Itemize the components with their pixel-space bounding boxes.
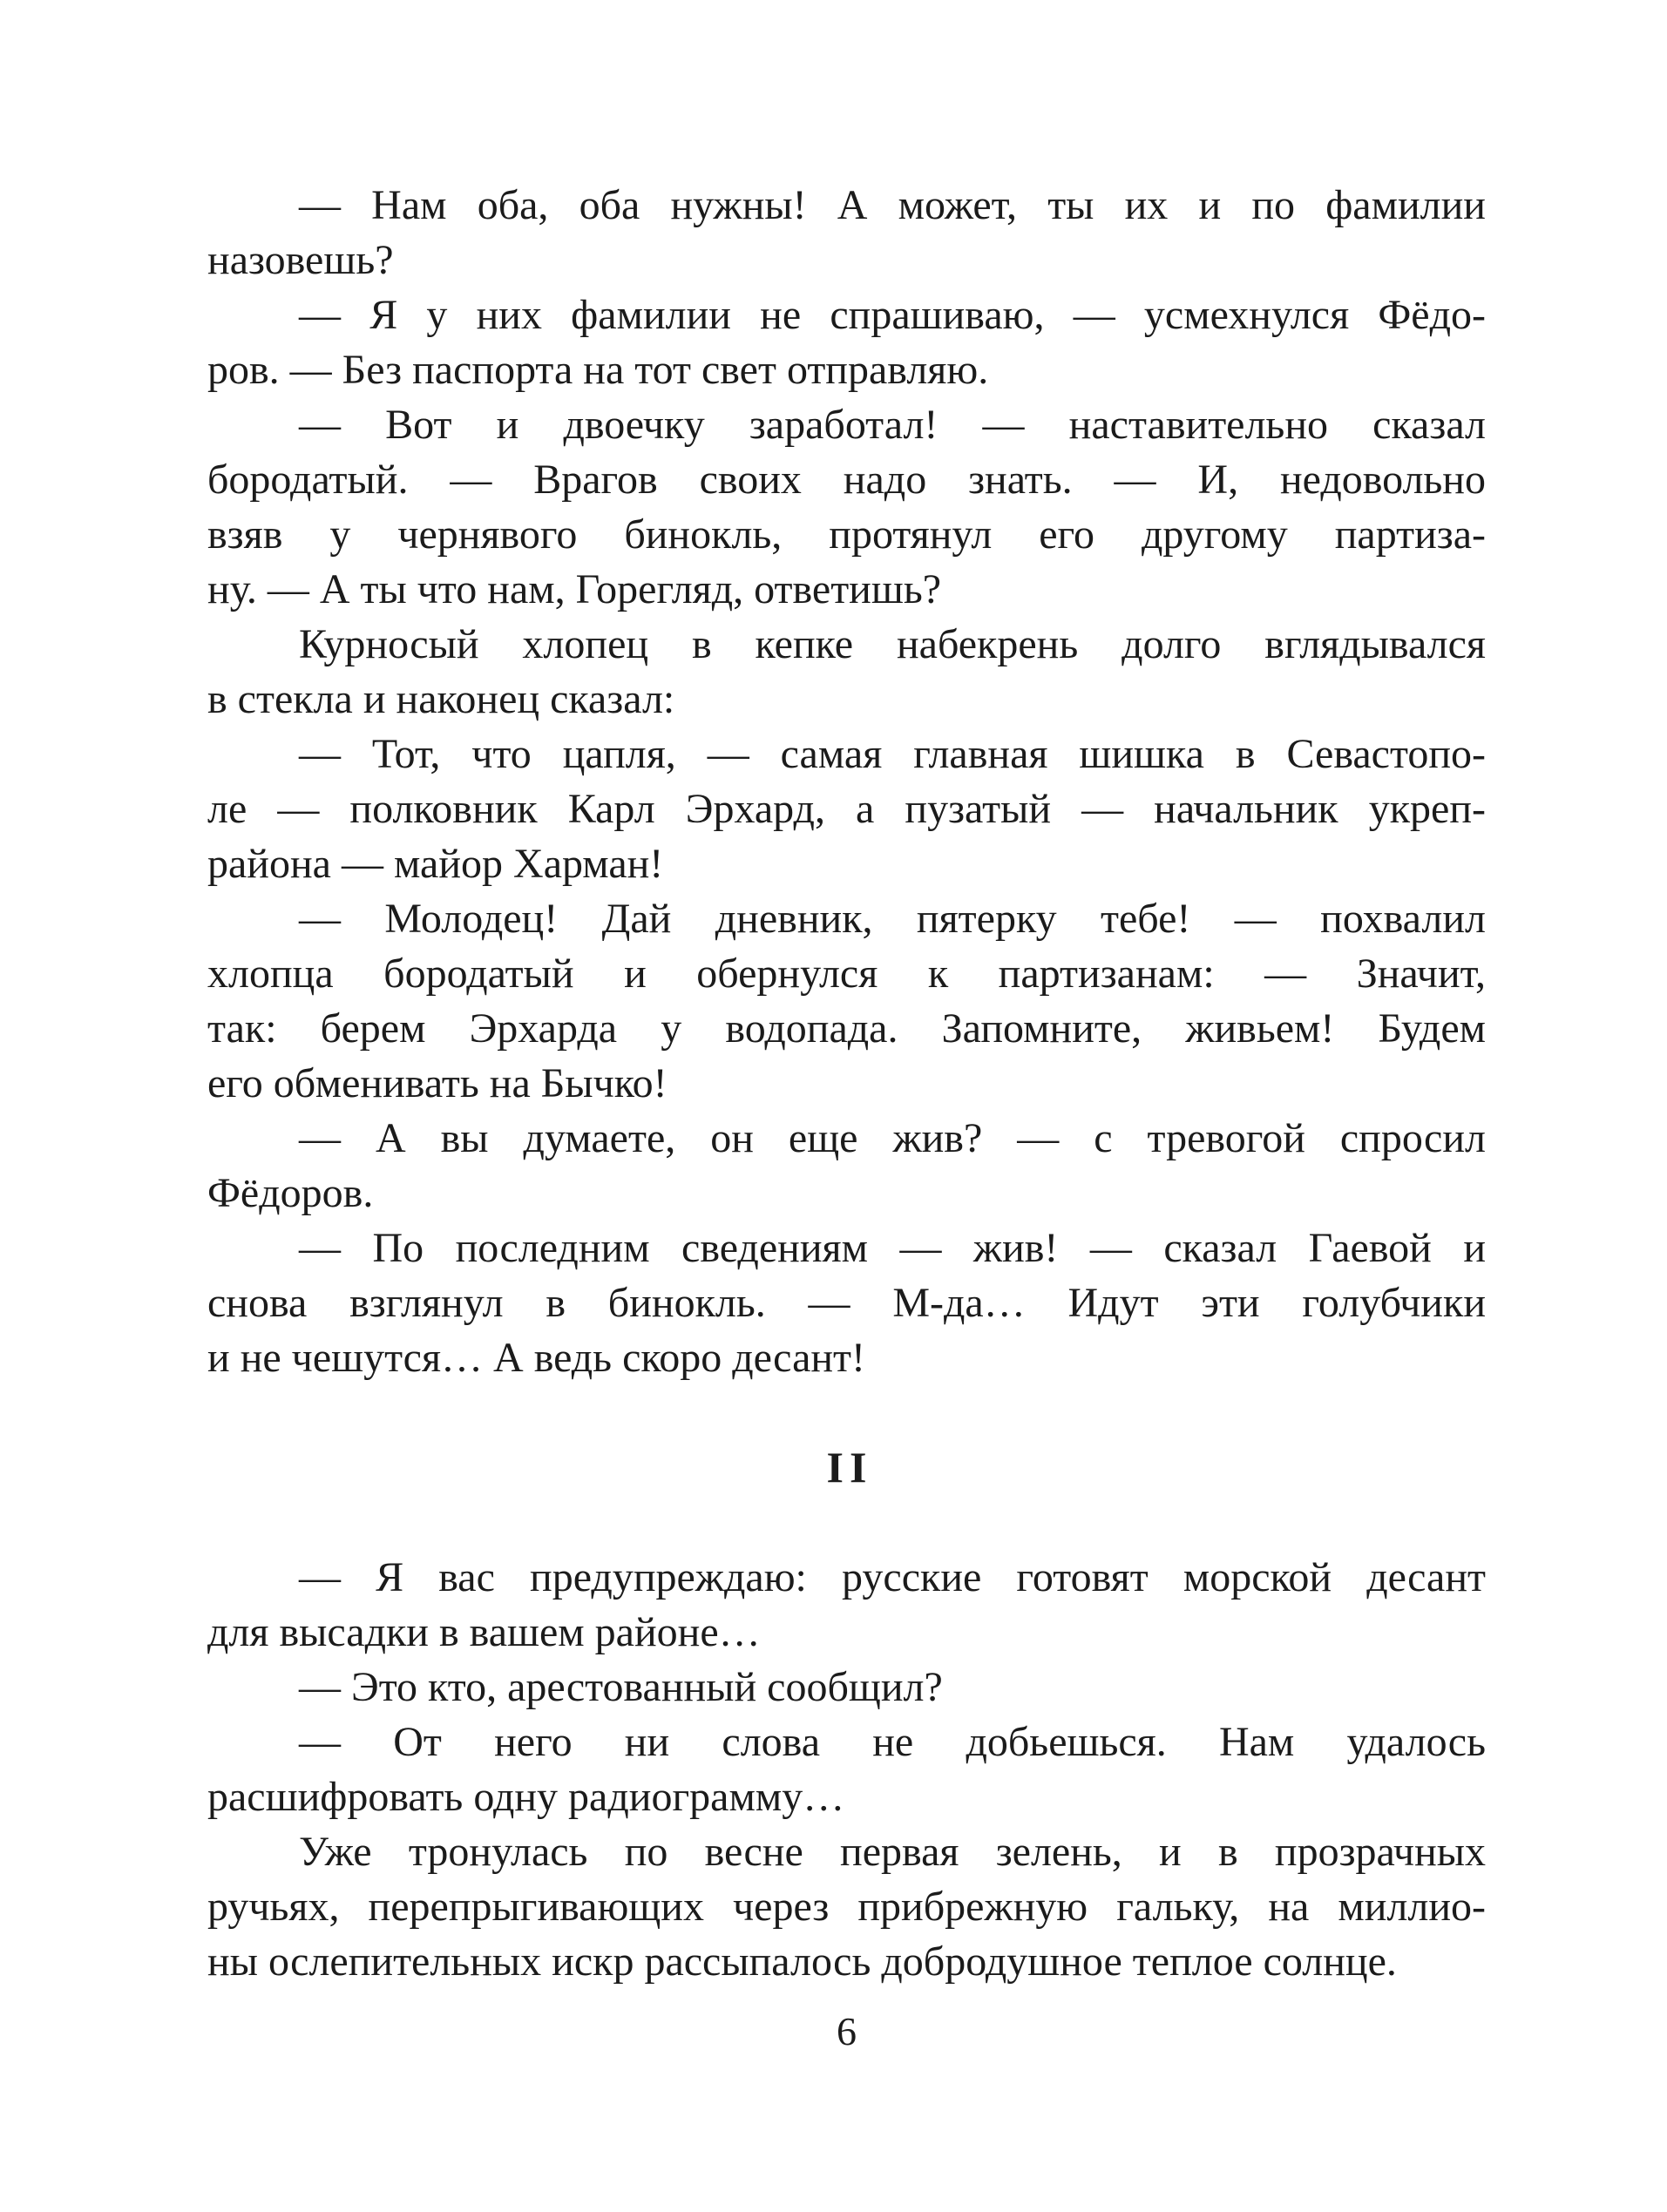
paragraph-line: — Я вас предупреждаю: русские готовят морской десант xyxy=(299,1554,1486,1600)
paragraph-line: ле — полковник Карл Эрхард, а пузатый — начальник укреп- xyxy=(207,786,1486,832)
paragraph-line: Уже тронулась по весне первая зелень, и в прозрачных xyxy=(299,1829,1486,1875)
paragraph-line: бородатый. — Врагов своих надо знать. — И, недовольно xyxy=(207,457,1486,503)
paragraph-line: ны ослепительных искр рассыпалось добродушное теплое солнце. xyxy=(207,1938,1397,1985)
paragraph xyxy=(207,727,1486,891)
paragraph-line: ну. — А ты что нам, Горегляд, ответишь? xyxy=(207,566,942,612)
paragraph-line: назовешь? xyxy=(207,237,394,283)
paragraph-line: района — майор Харман! xyxy=(207,841,664,887)
paragraph xyxy=(207,287,1486,397)
paragraph xyxy=(207,617,1486,727)
paragraph-line: Фёдоров. xyxy=(207,1170,374,1216)
paragraph-line: для высадки в вашем районе… xyxy=(207,1609,761,1655)
paragraph-line: ров. — Без паспорта на тот свет отправляю. xyxy=(207,347,989,393)
paragraph-line: — От него ни слова не добьешься. Нам удалось xyxy=(299,1719,1486,1765)
paragraph-line: снова взглянул в бинокль. — М-да… Идут эти голубчики xyxy=(207,1280,1486,1326)
paragraph-line: — Это кто, арестованный сообщил? xyxy=(299,1664,943,1710)
paragraph-line: ручьях, перепрыгивающих через прибрежную гальку, на миллио- xyxy=(207,1884,1486,1930)
paragraph-line: — Я у них фамилии не спрашиваю, — усмехнулся Фёдо- xyxy=(299,292,1486,338)
paragraph-line: хлопца бородатый и обернулся к партизанам: — Значит, xyxy=(207,950,1486,997)
paragraph xyxy=(207,397,1486,617)
paragraph-line: расшифровать одну радиограмму… xyxy=(207,1774,845,1820)
paragraph-line: Курносый хлопец в кепке набекрень долго вглядывался xyxy=(299,621,1486,667)
paragraph-line: и не чешутся… А ведь скоро десант! xyxy=(207,1335,866,1381)
paragraph-line: в стекла и наконец сказал: xyxy=(207,676,675,722)
paragraph xyxy=(207,1660,1486,1715)
page-number: 6 xyxy=(837,2009,857,2053)
paragraph-line: — Вот и двоечку заработал! — наставительно сказал xyxy=(299,402,1486,448)
paragraph xyxy=(207,1221,1486,1385)
paragraph xyxy=(207,1715,1486,1824)
paragraph-line: — А вы думаете, он еще жив? — с тревогой спросил xyxy=(299,1115,1486,1161)
paragraph xyxy=(207,891,1486,1111)
paragraph-line: — Нам оба, оба нужны! А может, ты их и по фамилии xyxy=(299,182,1486,228)
text-block xyxy=(207,178,1486,1989)
paragraph-line: так: берем Эрхарда у водопада. Запомните, живьем! Будем xyxy=(207,1005,1486,1052)
paragraph-line: его обменивать на Бычко! xyxy=(207,1060,667,1106)
paragraph xyxy=(207,1824,1486,1989)
paragraph-line: — Молодец! Дай дневник, пятерку тебе! — похвалил xyxy=(299,896,1486,942)
paragraph xyxy=(207,1550,1486,1660)
section-heading: II xyxy=(826,1443,873,1492)
paragraph-line: — По последним сведениям — жив! — сказал Гаевой и xyxy=(299,1225,1486,1271)
paragraph-line: взяв у чернявого бинокль, протянул его другому партиза- xyxy=(207,511,1486,558)
paragraph-line: — Тот, что цапля, — самая главная шишка в Севастопо- xyxy=(299,731,1486,777)
page-footer xyxy=(207,2004,1486,2059)
paragraph xyxy=(207,1111,1486,1221)
paragraph xyxy=(207,178,1486,287)
